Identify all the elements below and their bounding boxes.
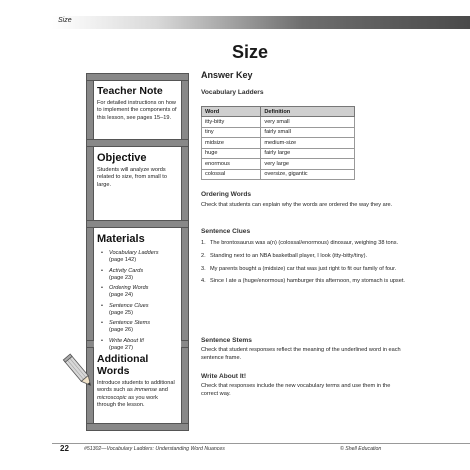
page-title: Size [231,42,269,62]
additional-words-box [94,353,181,410]
material-page: (page 142) [109,257,137,264]
table-row [202,148,355,159]
clue-text: Since I ate a (huge/enormous) hamburger this afternoon, my stomach is upset. [210,278,405,285]
cell-definition: fairly small [261,127,355,138]
text-segment: and [157,387,168,394]
cell-definition: fairly large [261,148,355,159]
material-name: • Ordering Words [109,285,149,292]
list-item [97,285,178,300]
material-page: (page 25) [109,309,133,316]
cell-definition: oversize, gigantic [261,169,355,180]
vocab-heading-wrap [201,89,406,96]
ordering-section [201,191,406,210]
cell-word: tiny [202,127,261,138]
sentence-clues-list [201,240,406,286]
list-item [201,253,406,261]
list-item [97,338,178,353]
list-item [201,278,406,286]
material-name: • Vocabulary Ladders [109,250,159,256]
list-item [97,320,178,335]
list-item [201,266,406,274]
vocabulary-ladders-heading: Vocabulary Ladders [201,89,264,96]
cell-definition: very large [261,159,355,170]
objective-title: Objective [97,152,147,164]
material-page: (page 23) [109,274,133,281]
header-band [52,16,470,29]
list-item [201,240,406,248]
material-page: (page 26) [109,327,133,334]
answer-key-title: Answer Key [201,70,253,80]
table-row [202,117,355,128]
sentence-stems-heading: Sentence Stems [201,337,252,344]
write-about-it-text: Check that responses include the new vocabulary terms and use them in the correct way. [201,383,391,397]
column-header-definition: Definition [261,107,355,117]
material-name: • Sentence Clues [109,302,149,309]
footer-divider [52,443,470,444]
objective-text: Students will analyze words related to size, from small to large. [97,167,167,188]
write-about-it-heading: Write About It! [201,373,247,380]
sentence-stems-text: Check that student responses reflect the meaning of the underlined word in each sentence frame. [201,347,401,361]
list-item [97,303,178,318]
text-segment: as you work through the lesson. [97,394,158,409]
materials-title: Materials [97,233,145,245]
clue-number: 1. [201,240,206,246]
write-about-it-section [201,373,406,399]
list-item [97,250,178,265]
ladder-rung [86,423,189,431]
table-header-row [202,107,355,117]
material-page: (page 24) [109,292,133,299]
ordering-words-text: Check that students can explain why the words are ordered the way they are. [201,202,393,208]
clue-text: My parents bought a (midsize) car that was just right to fit our family of four. [210,265,397,272]
materials-list [97,250,178,352]
cell-definition: medium-size [261,138,355,149]
ladder-rail-right [181,73,189,431]
material-name: • Write About It! [109,337,145,344]
additional-words-title: Additional Words [97,353,149,377]
teacher-note-text: For detailed instructions on how to implement the components of this lesson, see pages 15–19. [97,100,177,121]
page-number: 22 [60,444,69,453]
ladder-rung [86,139,189,147]
cell-word: itty-bitty [202,117,261,128]
teacher-note-box [94,85,181,122]
cell-word: colossal [202,169,261,180]
cell-word: enormous [202,159,261,170]
table-row [202,159,355,170]
ladder-rung [86,73,189,81]
column-header-word: Word [202,107,261,117]
cell-word: midsize [202,138,261,149]
sentence-clues-section [201,228,406,291]
ordering-words-heading: Ordering Words [201,191,252,198]
answer-key-heading-wrap [201,70,406,80]
example-word: immense [134,387,158,394]
sentence-stems-section [201,337,406,363]
clue-number: 2. [201,252,206,259]
footer-publisher: © Shell Education [340,446,382,452]
header-section-label: Size [58,17,72,24]
teacher-note-title: Teacher Note [97,85,163,97]
example-word: microscopic [97,394,127,401]
additional-words-text [97,380,178,410]
material-page: (page 27) [109,344,133,351]
material-name: • Activity Cards [109,267,144,274]
table-row [202,127,355,138]
list-item [97,268,178,283]
table-row [202,169,355,180]
clue-number: 3. [201,265,206,272]
clue-text: Standing next to an NBA basketball player, I look (itty-bitty/tiny). [210,252,368,259]
ladder-rung [86,220,189,228]
footer-book-title: #51302—Vocabulary Ladders: Understanding Word Nuances [84,446,225,452]
objective-box [94,152,181,189]
material-name: • Sentence Stems [109,320,151,327]
clue-number: 4. [201,278,206,285]
sentence-clues-heading: Sentence Clues [201,228,251,235]
cell-word: huge [202,148,261,159]
cell-definition: very small [261,117,355,128]
vocabulary-table [201,106,355,180]
text-segment: Introduce students to additional words such as [97,380,175,394]
materials-box [94,233,181,355]
clue-text: The brontosaurus was a(n) (colossal/enormous) dinosaur, weighing 38 tons. [210,240,399,246]
table-row [202,138,355,149]
